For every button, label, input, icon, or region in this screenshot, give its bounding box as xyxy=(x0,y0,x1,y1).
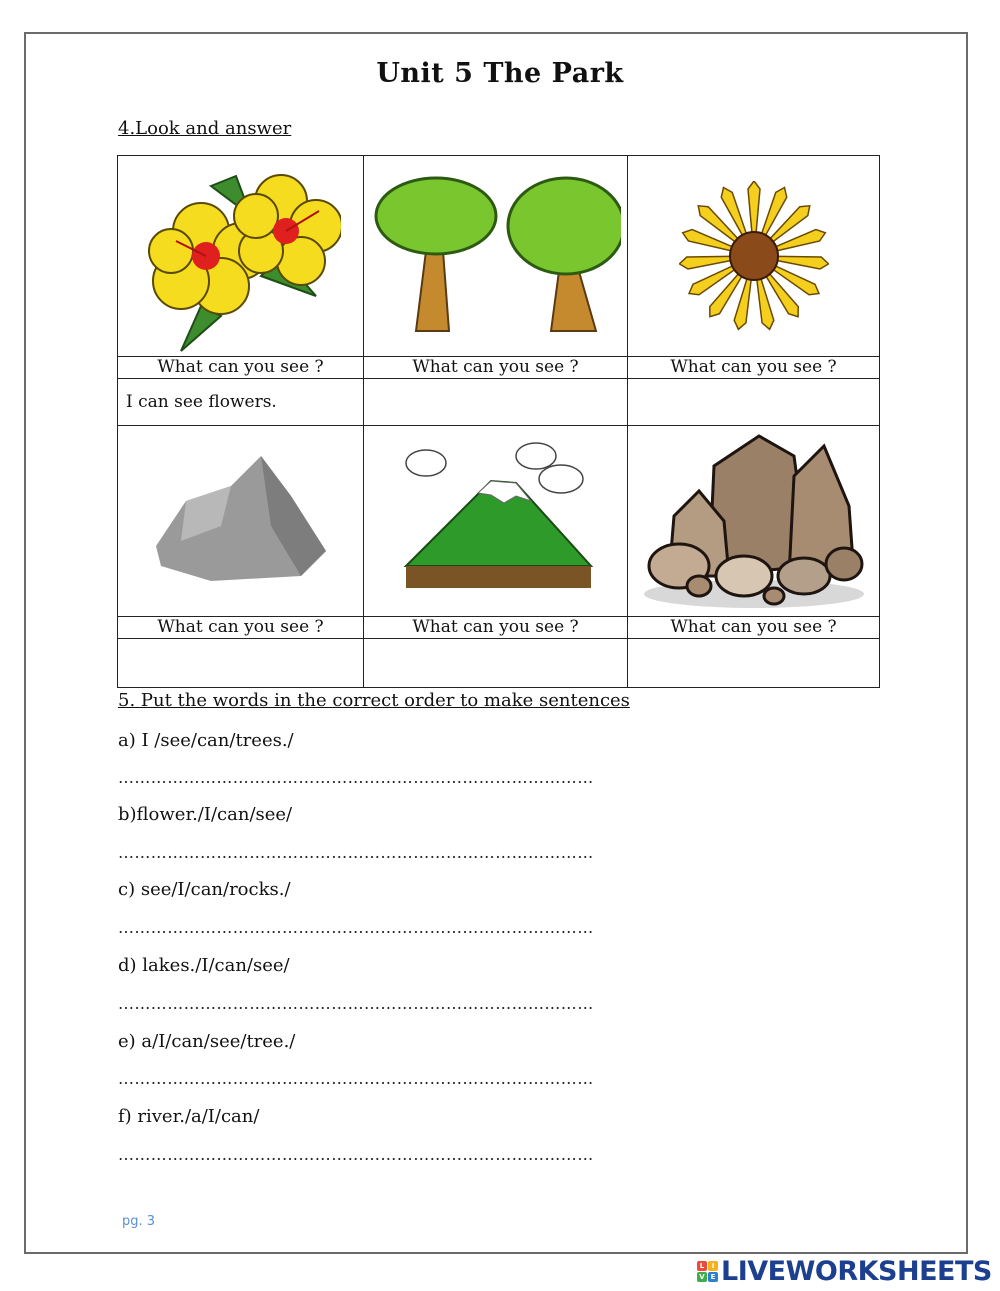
question-1: What can you see ? xyxy=(118,357,364,379)
answer-line-b[interactable]: …………………………………………………………………………… xyxy=(118,843,594,862)
answer-field-3[interactable] xyxy=(628,379,880,426)
look-and-answer-table xyxy=(117,155,880,688)
rock-picture xyxy=(118,426,364,617)
rocks-picture xyxy=(628,426,880,617)
answer-field-2[interactable] xyxy=(364,379,628,426)
answer-line-f[interactable]: …………………………………………………………………………… xyxy=(118,1145,594,1164)
sentence-prompt-a: a) I /see/can/trees./ xyxy=(118,730,294,751)
section5-title: 5. Put the words in the correct order to make sentences xyxy=(118,690,630,711)
question-2: What can you see ? xyxy=(364,357,628,379)
answer-line-e[interactable]: …………………………………………………………………………… xyxy=(118,1069,594,1088)
logo-mark-icon: L I V E xyxy=(697,1261,718,1282)
answer-line-d[interactable]: …………………………………………………………………………… xyxy=(118,994,594,1013)
answer-field-1[interactable]: I can see flowers. xyxy=(118,379,364,426)
question-3: What can you see ? xyxy=(628,357,880,379)
liveworksheets-logo xyxy=(697,1254,992,1288)
section4-title: 4.Look and answer xyxy=(118,118,292,139)
page-title: Unit 5 The Park xyxy=(376,58,624,89)
answer-line-a[interactable]: …………………………………………………………………………… xyxy=(118,768,594,787)
sentence-prompt-c: c) see/I/can/rocks./ xyxy=(118,879,291,900)
question-6: What can you see ? xyxy=(628,617,880,639)
sentence-prompt-e: e) a/I/can/see/tree./ xyxy=(118,1031,296,1052)
sentence-prompt-b: b)flower./I/can/see/ xyxy=(118,804,293,825)
question-5: What can you see ? xyxy=(364,617,628,639)
answer-field-5[interactable] xyxy=(364,639,628,688)
page-number: pg. 3 xyxy=(122,1214,156,1229)
sentence-prompt-d: d) lakes./I/can/see/ xyxy=(118,955,290,976)
answer-field-6[interactable] xyxy=(628,639,880,688)
question-4: What can you see ? xyxy=(118,617,364,639)
logo-text: LIVEWORKSHEETS xyxy=(721,1255,992,1287)
mountain-picture xyxy=(364,426,628,617)
sentence-prompt-f: f) river./a/I/can/ xyxy=(118,1106,260,1127)
answer-field-4[interactable] xyxy=(118,639,364,688)
trees-picture xyxy=(364,156,628,357)
answer-line-c[interactable]: …………………………………………………………………………… xyxy=(118,918,594,937)
sunflower-picture xyxy=(628,156,880,357)
hibiscus-flowers-picture xyxy=(118,156,364,357)
